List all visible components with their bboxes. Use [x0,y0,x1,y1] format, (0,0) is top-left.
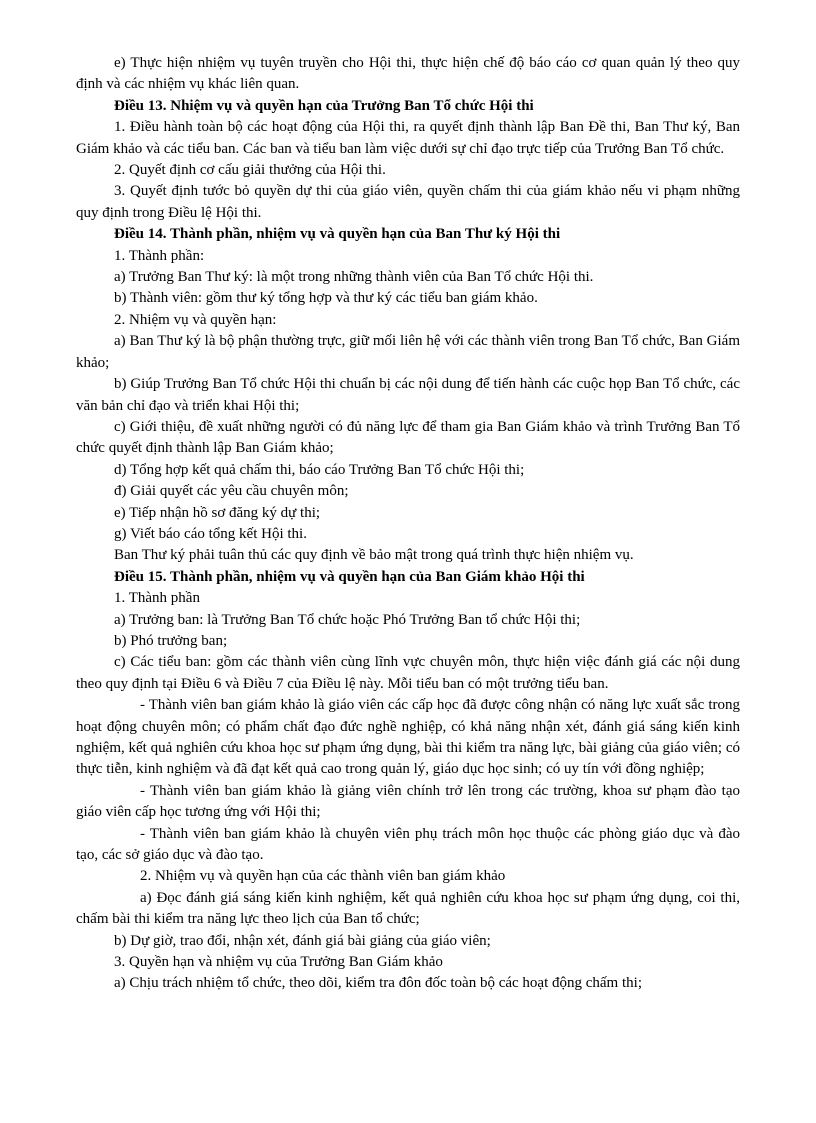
paragraph: a) Chịu trách nhiệm tổ chức, theo dõi, kiểm tra đôn đốc toàn bộ các hoạt động chấm thi; [114,975,642,992]
paragraph: 1. Thành phần: [114,247,205,264]
heading-article-14: Điều 14. Thành phần, nhiệm vụ và quyền hạn của Ban Thư ký Hội thi [114,226,561,243]
paragraph: 1. Thành phần [114,590,200,607]
paragraph: đ) Giải quyết các yêu cầu chuyên môn; [114,483,349,500]
paragraph: 2. Quyết định cơ cấu giải thưởng của Hội thi. [114,162,386,179]
paragraph: b) Dự giờ, trao đổi, nhận xét, đánh giá bài giảng của giáo viên; [114,932,491,949]
paragraph: e) Tiếp nhận hồ sơ đăng ký dự thi; [114,504,321,521]
paragraph: Ban Thư ký phải tuân thủ các quy định về bảo mật trong quá trình thực hiện nhiệm vụ. [114,547,634,564]
paragraph: - Thành viên ban giám khảo là chuyên viên phụ trách môn học thuộc các phòng giáo dục và đào tạo, các sở giáo dục và đào tạo. [76,825,740,864]
paragraph: a) Đọc đánh giá sáng kiến kinh nghiệm, kết quả nghiên cứu khoa học sư phạm ứng dụng, coi thi, chấm bài thi kiểm tra năng lực theo lịch của Ban tổ chức; [76,889,740,928]
heading-article-13: Điều 13. Nhiệm vụ và quyền hạn của Trưởng Ban Tổ chức Hội thi [114,97,534,114]
paragraph: b) Phó trưởng ban; [114,632,228,649]
heading-article-15: Điều 15. Thành phần, nhiệm vụ và quyền hạn của Ban Giám khảo Hội thi [114,568,585,585]
paragraph: a) Ban Thư ký là bộ phận thường trực, giữ mối liên hệ với các thành viên trong Ban Tổ chức, Ban Giám khảo; [76,333,740,371]
paragraph: 2. Nhiệm vụ và quyền hạn của các thành viên ban giám khảo [140,868,506,885]
paragraph: 3. Quyền hạn và nhiệm vụ của Trưởng Ban Giám khảo [114,954,443,971]
paragraph: a) Trưởng ban: là Trưởng Ban Tổ chức hoặc Phó Trưởng Ban tổ chức Hội thi; [114,611,581,628]
paragraph: 3. Quyết định tước bỏ quyền dự thi của giáo viên, quyền chấm thi của giám khảo nếu vi phạm những quy định trong Điều lệ Hội thi. [76,183,740,221]
paragraph: g) Viết báo cáo tổng kết Hội thi. [114,525,307,542]
paragraph: a) Trưởng Ban Thư ký: là một trong những thành viên của Ban Tổ chức Hội thi. [114,269,594,286]
paragraph: b) Giúp Trưởng Ban Tổ chức Hội thi chuẩn bị các nội dung để tiến hành các cuộc họp Ban Tổ chức, các văn bản chỉ đạo và triển khai Hội thi; [76,376,740,414]
paragraph: d) Tổng hợp kết quả chấm thi, báo cáo Trưởng Ban Tổ chức Hội thi; [114,461,525,478]
paragraph: - Thành viên ban giám khảo là giáo viên các cấp học đã được công nhận có năng lực xuất sắc trong hoạt động chuyên môn; có phẩm chất đạo đức nghề nghiệp, có khả năng nhận xét, đánh giá sáng kiến kinh nghiệm, kết quả nghiên cứu khoa học sư phạm ứng dụng, bài thi kiểm tra năng lực, bài giảng của giáo viên; có thực tiễn, kinh nghiệm và đã đạt kết quả cao trong quản lý, giáo dục học sinh; có uy tín với đồng nghiệp; [76,697,740,778]
paragraph: b) Thành viên: gồm thư ký tổng hợp và thư ký các tiểu ban giám khảo. [114,290,538,307]
document-body [76,53,740,995]
paragraph: 2. Nhiệm vụ và quyền hạn: [114,311,277,328]
paragraph-art12-e: e) Thực hiện nhiệm vụ tuyên truyền cho Hội thi, thực hiện chế độ báo cáo cơ quan quản lý theo quy định và các nhiệm vụ khác liên quan. [76,55,740,93]
paragraph: - Thành viên ban giám khảo là giảng viên chính trở lên trong các trường, khoa sư phạm đào tạo giáo viên cấp học tương ứng với Hội thi; [76,782,740,821]
paragraph: 1. Điều hành toàn bộ các hoạt động của Hội thi, ra quyết định thành lập Ban Đề thi, Ban Thư ký, Ban Giám khảo và các tiểu ban. Các ban và tiểu ban làm việc dưới sự chỉ đạo trực tiếp của Trưởng Ban Tổ chức. [76,119,740,157]
paragraph: c) Giới thiệu, đề xuất những người có đủ năng lực để tham gia Ban Giám khảo và trình Trưởng Ban Tổ chức quyết định thành lập Ban Giám khảo; [76,418,740,457]
paragraph: c) Các tiểu ban: gồm các thành viên cùng lĩnh vực chuyên môn, thực hiện việc đánh giá các nội dung theo quy định tại Điều 6 và Điều 7 của Điều lệ này. Mỗi tiểu ban có một trưởng tiểu ban. [76,654,740,692]
